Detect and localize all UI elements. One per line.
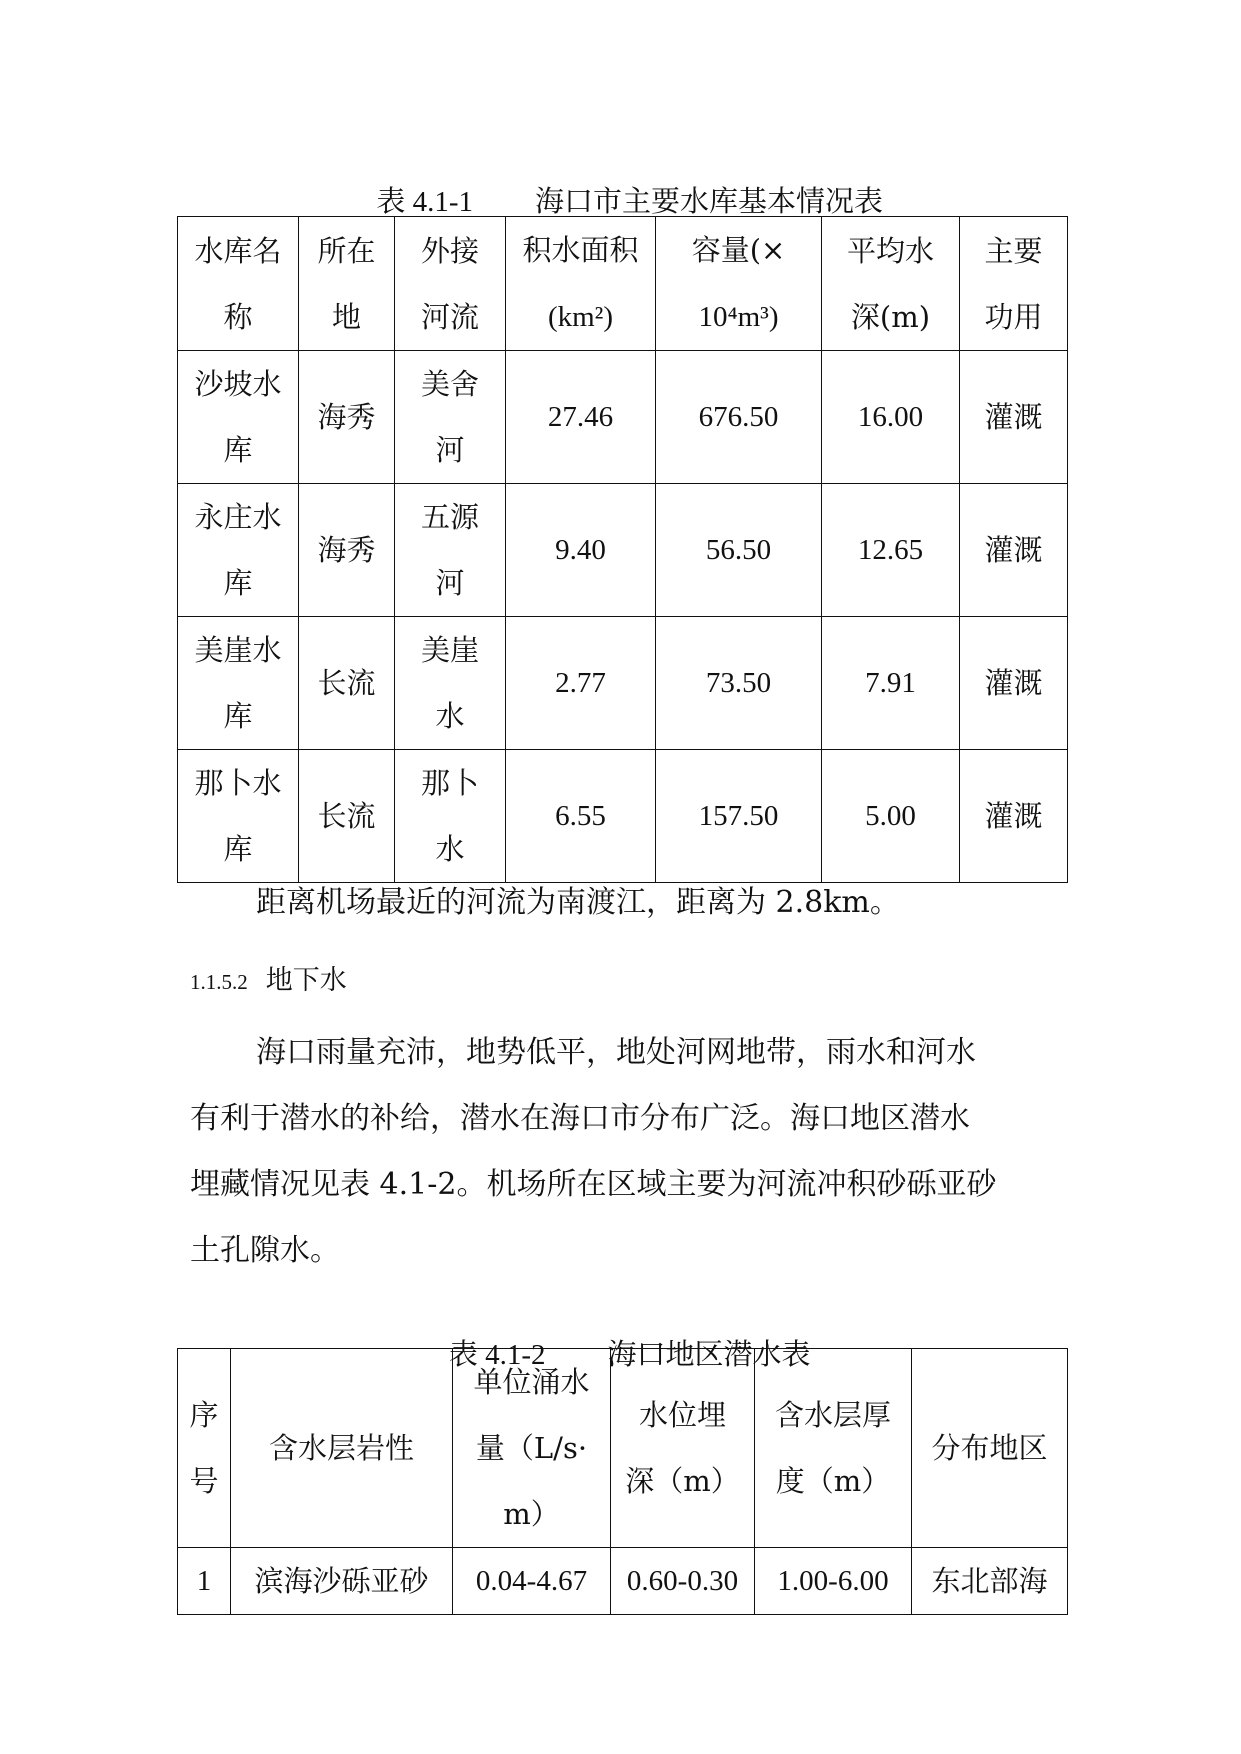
groundwater-table-header-row — [178, 1349, 1068, 1548]
header-cell: 容量(× 10⁴m³) — [656, 217, 822, 351]
header-cell: 平均水 深(m) — [822, 217, 960, 351]
table-row — [178, 750, 1068, 883]
river-cell: 美舍 河 — [395, 351, 506, 484]
unit-yield-cell: 0.04-4.67 — [453, 1548, 611, 1615]
reservoir-name-cell: 沙坡水 库 — [178, 351, 299, 484]
header-cell: 外接 河流 — [395, 217, 506, 351]
table1-caption-title: 海口市主要水库基本情况表 — [535, 184, 884, 218]
area-cell: 9.40 — [506, 484, 656, 617]
function-cell: 灌溉 — [960, 484, 1068, 617]
region-cell: 东北部海 — [912, 1548, 1068, 1615]
header-cell: 序 号 — [178, 1349, 231, 1548]
lithology-cell: 滨海沙砾亚砂 — [231, 1548, 453, 1615]
location-cell: 海秀 — [299, 351, 395, 484]
area-cell: 27.46 — [506, 351, 656, 484]
header-cell: 积水面积 (km²) — [506, 217, 656, 351]
area-cell: 2.77 — [506, 617, 656, 750]
header-cell: 单位涌水 量（L/s·m） — [453, 1349, 611, 1548]
reservoir-table-header-row — [178, 217, 1068, 351]
depth-cell: 16.00 — [822, 351, 960, 484]
capacity-cell: 56.50 — [656, 484, 822, 617]
table-row — [178, 1548, 1068, 1615]
groundwater-table — [177, 1348, 1068, 1615]
reservoir-name-cell: 永庄水 库 — [178, 484, 299, 617]
table2-caption-number: 表 4.1-2 — [448, 1339, 546, 1371]
groundwater-paragraph-line: 土孔隙水。 — [190, 1233, 340, 1268]
area-cell: 6.55 — [506, 750, 656, 883]
table-row — [178, 351, 1068, 484]
location-cell: 长流 — [299, 617, 395, 750]
function-cell: 灌溉 — [960, 750, 1068, 883]
section-heading — [190, 958, 347, 997]
header-cell: 含水层厚 度（m） — [755, 1349, 912, 1548]
groundwater-paragraph-line: 埋藏情况见表 4.1-2。机场所在区域主要为河流冲积砂砾亚砂 — [190, 1167, 997, 1202]
thickness-cell: 1.00-6.00 — [755, 1548, 912, 1615]
river-cell: 那卜 水 — [395, 750, 506, 883]
groundwater-paragraph-line: 有利于潜水的补给，潜水在海口市分布广泛。海口地区潜水 — [190, 1101, 970, 1136]
river-cell: 美崖 水 — [395, 617, 506, 750]
capacity-cell: 676.50 — [656, 351, 822, 484]
section-number: 1.1.5.2 — [190, 970, 248, 994]
capacity-cell: 157.50 — [656, 750, 822, 883]
depth-cell: 5.00 — [822, 750, 960, 883]
river-cell: 五源 河 — [395, 484, 506, 617]
water-depth-cell: 0.60-0.30 — [611, 1548, 755, 1615]
reservoir-table — [177, 216, 1068, 883]
section-title: 地下水 — [265, 965, 347, 996]
depth-cell: 7.91 — [822, 617, 960, 750]
groundwater-paragraph-line: 海口雨量充沛，地势低平，地处河网地带，雨水和河水 — [256, 1035, 976, 1070]
depth-cell: 12.65 — [822, 484, 960, 617]
function-cell: 灌溉 — [960, 351, 1068, 484]
location-cell: 海秀 — [299, 484, 395, 617]
capacity-cell: 73.50 — [656, 617, 822, 750]
table1-caption-number: 表 4.1-1 — [376, 186, 474, 218]
table-row — [178, 484, 1068, 617]
table2-caption-title: 海口地区潜水表 — [607, 1337, 811, 1371]
table-row — [178, 617, 1068, 750]
header-cell: 主要 功用 — [960, 217, 1068, 351]
row-number-cell: 1 — [178, 1548, 231, 1615]
river-distance-paragraph: 距离机场最近的河流为南渡江，距离为 2.8km。 — [256, 885, 900, 920]
header-cell: 所在 地 — [299, 217, 395, 351]
function-cell: 灌溉 — [960, 617, 1068, 750]
header-cell: 水库名 称 — [178, 217, 299, 351]
reservoir-name-cell: 那卜水 库 — [178, 750, 299, 883]
location-cell: 长流 — [299, 750, 395, 883]
table1-caption — [0, 145, 1241, 220]
header-cell: 分布地区 — [912, 1349, 1068, 1548]
header-cell: 含水层岩性 — [231, 1349, 453, 1548]
header-cell: 水位埋 深（m） — [611, 1349, 755, 1548]
reservoir-name-cell: 美崖水 库 — [178, 617, 299, 750]
